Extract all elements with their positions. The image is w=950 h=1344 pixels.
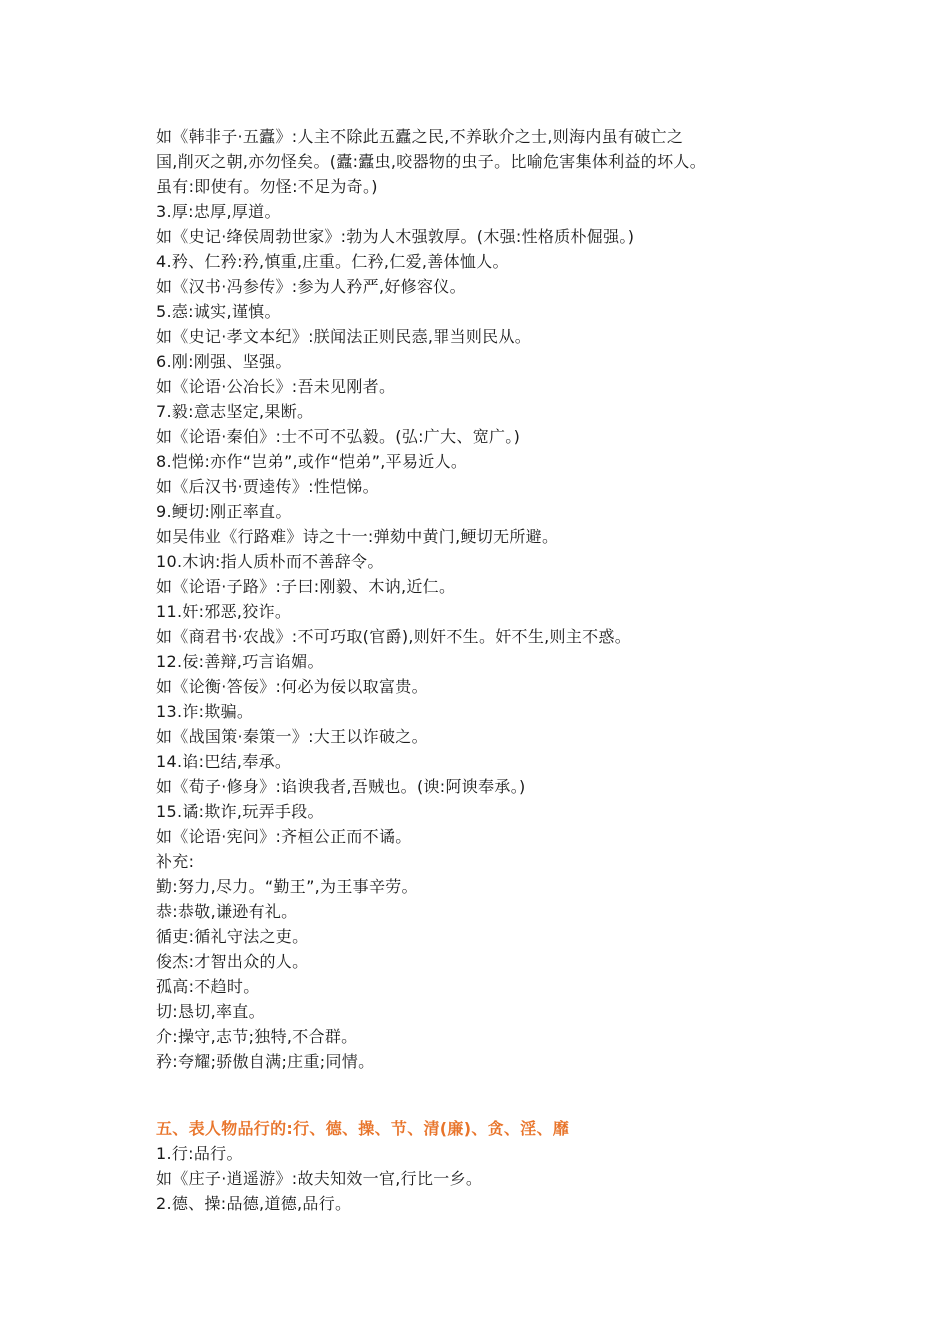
- text-line: 如《论语·公冶长》:吾未见刚者。: [156, 377, 396, 396]
- text-line: 10.木讷:指人质朴而不善辞令。: [156, 552, 384, 571]
- text-line: 恭:恭敬,谦逊有礼。: [156, 902, 298, 921]
- text-line: 9.鲠切:刚正率直。: [156, 502, 292, 521]
- text-line: 5.悫:诚实,谨慎。: [156, 302, 281, 321]
- text-line: 如《史记·绛侯周勃世家》:勃为人木强敦厚。(木强:性格质朴倔强。): [156, 227, 635, 246]
- document-page: [156, 124, 816, 1216]
- text-line: 8.恺悌:亦作“岂弟”,或作“恺弟”,平易近人。: [156, 452, 468, 471]
- text-line: 12.佞:善辩,巧言谄媚。: [156, 652, 324, 671]
- text-line: 如《商君书·农战》:不可巧取(官爵),则奸不生。奸不生,则主不惑。: [156, 627, 632, 646]
- text-line: 如吴伟业《行路难》诗之十一:弹劾中黄门,鲠切无所避。: [156, 527, 559, 546]
- section-heading: 五、表人物品行的:行、德、操、节、清(廉)、贪、淫、靡: [156, 1119, 570, 1138]
- text-line: 介:操守,志节;独特,不合群。: [156, 1027, 358, 1046]
- intro-block: [156, 124, 816, 199]
- entries-block: [156, 199, 816, 1074]
- text-line: 6.刚:刚强、坚强。: [156, 352, 292, 371]
- text-line: 如《史记·孝文本纪》:朕闻法正则民悫,罪当则民从。: [156, 327, 532, 346]
- text-line: 4.矜、仁矜:矜,慎重,庄重。仁矜,仁爱,善体恤人。: [156, 252, 509, 271]
- text-line: 切:恳切,率直。: [156, 1002, 265, 1021]
- text-line: 13.诈:欺骗。: [156, 702, 254, 721]
- text-line: 如《后汉书·贾逵传》:性恺悌。: [156, 477, 379, 496]
- section-spacer: [156, 1074, 816, 1116]
- text-line: 2.德、操:品德,道德,品行。: [156, 1194, 352, 1213]
- text-line: 如《荀子·修身》:谄谀我者,吾贼也。(谀:阿谀奉承。): [156, 777, 526, 796]
- text-line: 勤:努力,尽力。“勤王”,为王事辛劳。: [156, 877, 418, 896]
- text-line: 7.毅:意志坚定,果断。: [156, 402, 314, 421]
- section-five: [156, 1116, 816, 1216]
- text-line: 15.谲:欺诈,玩弄手段。: [156, 802, 324, 821]
- text-line: 循吏:循礼守法之吏。: [156, 927, 309, 946]
- text-line: 虽有:即使有。勿怪:不足为奇。): [156, 177, 378, 196]
- text-line: 3.厚:忠厚,厚道。: [156, 202, 281, 221]
- text-line: 14.谄:巴结,奉承。: [156, 752, 292, 771]
- text-line: 孤高:不趋时。: [156, 977, 260, 996]
- text-line: 国,削灭之朝,亦勿怪矣。(蠹:蠹虫,咬器物的虫子。比喻危害集体利益的坏人。: [156, 152, 706, 171]
- text-line: 矜:夸耀;骄傲自满;庄重;同情。: [156, 1052, 375, 1071]
- text-line: 如《汉书·冯参传》:参为人矜严,好修容仪。: [156, 277, 466, 296]
- text-line: 1.行:品行。: [156, 1144, 243, 1163]
- text-line: 如《韩非子·五蠹》:人主不除此五蠹之民,不养耿介之士,则海内虽有破亡之: [156, 127, 684, 146]
- text-line: 如《庄子·逍遥游》:故夫知效一官,行比一乡。: [156, 1169, 483, 1188]
- text-line: 俊杰:才智出众的人。: [156, 952, 309, 971]
- text-line: 如《论衡·答佞》:何必为佞以取富贵。: [156, 677, 428, 696]
- supplement-label: 补充:: [156, 852, 195, 871]
- text-line: 如《论语·秦伯》:士不可不弘毅。(弘:广大、宽广。): [156, 427, 521, 446]
- text-line: 如《论语·宪问》:齐桓公正而不谲。: [156, 827, 412, 846]
- text-line: 如《战国策·秦策一》:大王以诈破之。: [156, 727, 428, 746]
- text-line: 11.奸:邪恶,狡诈。: [156, 602, 292, 621]
- text-line: 如《论语·子路》:子曰:刚毅、木讷,近仁。: [156, 577, 456, 596]
